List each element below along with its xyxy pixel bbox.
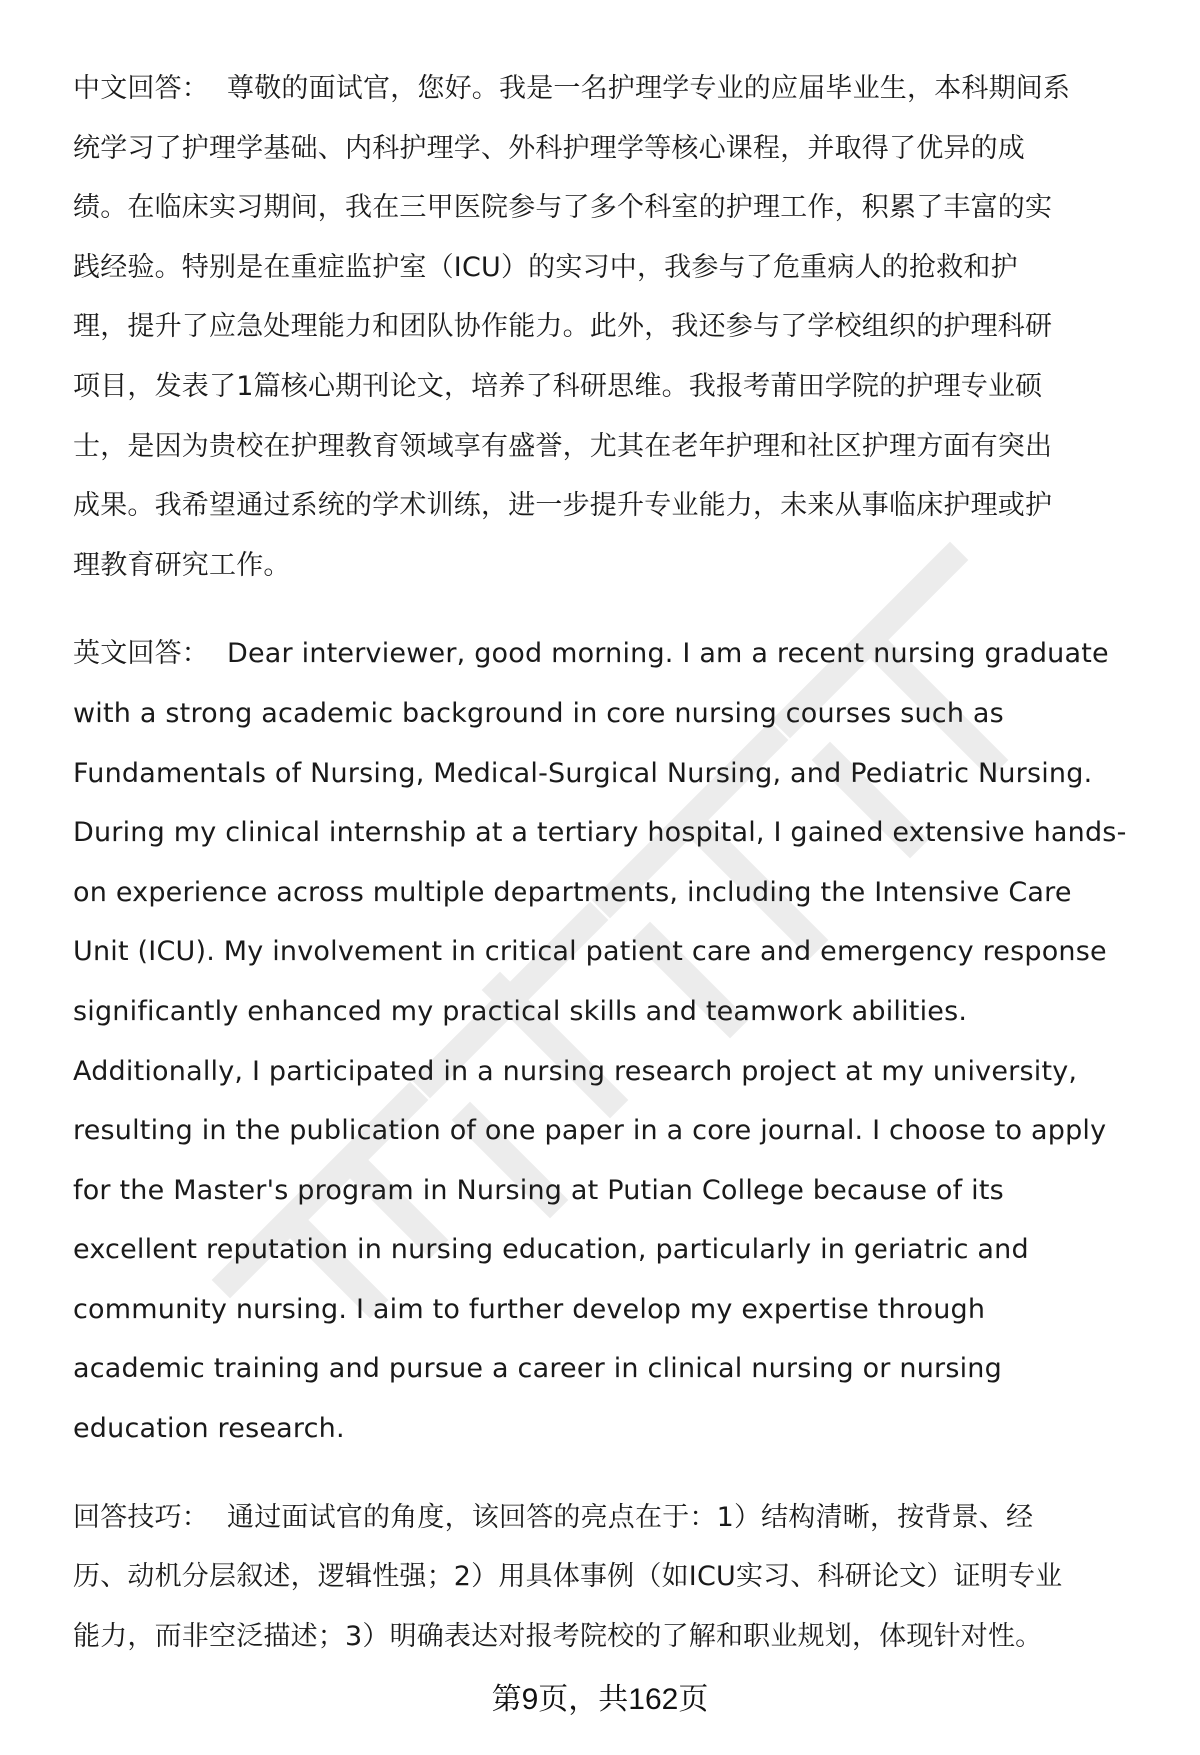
english-answer-section xyxy=(73,624,1163,1458)
text-line: community nursing. I aim to further develop my expertise through xyxy=(73,1293,986,1325)
text-line: Unit (ICU). My involvement in critical patient care and emergency response xyxy=(73,936,1107,968)
answer-tips-section xyxy=(73,1488,1163,1667)
text-line: with a strong academic background in core nursing courses such as xyxy=(73,697,1004,729)
text-line: 士，是因为贵校在护理教育领域享有盛誉，尤其在老年护理和社区护理方面有突出 xyxy=(73,430,1053,462)
text-line: Additionally, I participated in a nursing research project at my university, xyxy=(73,1055,1078,1087)
text-line: 理教育研究工作。 xyxy=(73,549,291,581)
text-line: education research. xyxy=(73,1413,345,1445)
text-line: for the Master's program in Nursing at Putian College because of its xyxy=(73,1174,1004,1206)
chinese-answer-label: 中文回答： xyxy=(73,73,209,104)
text-line: 理，提升了应急处理能力和团队协作能力。此外，我还参与了学校组织的护理科研 xyxy=(73,311,1053,343)
page-indicator: 第9页，共162页 xyxy=(491,1683,709,1716)
english-answer-label: 英文回答： xyxy=(73,638,209,670)
text-line: on experience across multiple departments, including the Intensive Care xyxy=(73,876,1072,908)
text-line-content: 通过面试官的角度，该回答的亮点在于：1）结构清晰，按背景、经 xyxy=(227,1501,1034,1533)
text-line: 成果。我希望通过系统的学术训练，进一步提升专业能力，未来从事临床护理或护 xyxy=(73,490,1053,522)
document-page xyxy=(73,59,1163,1695)
text-line: significantly enhanced my practical skills and teamwork abilities. xyxy=(73,995,968,1027)
text-line xyxy=(73,59,1163,119)
text-line: 项目，发表了1篇核心期刊论文，培养了科研思维。我报考莆田学院的护理专业硕 xyxy=(73,370,1043,402)
text-line: 践经验。特别是在重症监护室（ICU）的实习中，我参与了危重病人的抢救和护 xyxy=(73,251,1018,283)
text-line: resulting in the publication of one paper in a core journal. I choose to apply xyxy=(73,1115,1107,1147)
text-line: excellent reputation in nursing education, particularly in geriatric and xyxy=(73,1234,1029,1266)
text-line: 绩。在临床实习期间，我在三甲医院参与了多个科室的护理工作，积累了丰富的实 xyxy=(73,192,1053,224)
text-line-content: Dear interviewer, good morning. I am a recent nursing graduate xyxy=(227,638,1109,670)
text-line xyxy=(73,624,1163,684)
text-line: academic training and pursue a career in clinical nursing or nursing xyxy=(73,1353,1002,1385)
tips-label: 回答技巧： xyxy=(73,1501,209,1533)
text-line: 能力，而非空泛描述；3）明确表达对报考院校的了解和职业规划，体现针对性。 xyxy=(73,1620,1043,1652)
text-line: During my clinical internship at a tertiary hospital, I gained extensive hands- xyxy=(73,817,1127,849)
chinese-answer-section xyxy=(73,59,1163,595)
text-line xyxy=(73,1488,1163,1548)
text-line: 统学习了护理学基础、内科护理学、外科护理学等核心课程，并取得了优异的成 xyxy=(73,132,1025,164)
text-line: Fundamentals of Nursing, Medical-Surgical Nursing, and Pediatric Nursing. xyxy=(73,757,1093,789)
text-line: 历、动机分层叙述，逻辑性强；2）用具体事例（如ICU实习、科研论文）证明专业 xyxy=(73,1561,1063,1593)
text-line-content: 尊敬的面试官，您好。我是一名护理学专业的应届毕业生，本科期间系 xyxy=(227,73,1071,104)
